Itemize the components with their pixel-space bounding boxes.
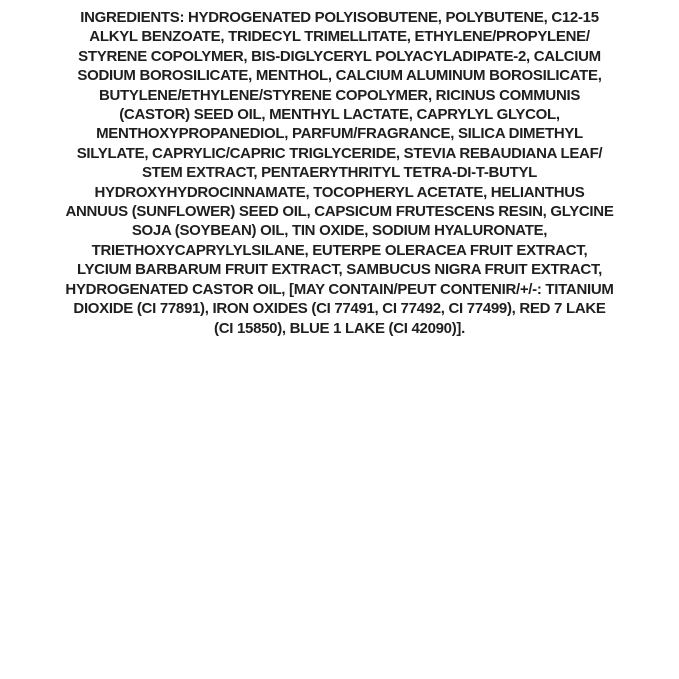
ingredients-line-5: BUTYLENE/ETHYLENE/STYRENE COPOLYMER, RICINUS COMMUNIS: [98, 86, 581, 104]
ingredients-line-3: STYRENE COPOLYMER, BIS-DIGLYCERYL POLYACYLADIPATE-2, CALCIUM: [78, 47, 601, 65]
ingredients-line-7: MENTHOXYPROPANEDIOL, PARFUM/FRAGRANCE, SILICA DIMETHYL: [96, 125, 583, 143]
ingredients-line-15: HYDROGENATED CASTOR OIL, [MAY CONTAIN/PEUT CONTENIR/+/-: TITANIUM: [65, 280, 614, 298]
ingredients-line-4: SODIUM BOROSILICATE, MENTHOL, CALCIUM ALUMINUM BOROSILICATE,: [77, 67, 602, 85]
ingredients-line-11: ANNUUS (SUNFLOWER) SEED OIL, CAPSICUM FRUTESCENS RESIN, GLYCINE: [65, 203, 614, 221]
ingredients-line-10: HYDROXYHYDROCINNAMATE, TOCOPHERYL ACETATE, HELIANTHUS: [94, 183, 585, 201]
ingredients-line-12: SOJA (SOYBEAN) OIL, TIN OXIDE, SODIUM HYALURONATE,: [131, 222, 548, 240]
ingredients-line-1: INGREDIENTS: HYDROGENATED POLYISOBUTENE, POLYBUTENE, C12-15: [80, 9, 599, 26]
ingredients-line-17: (CI 15850), BLUE 1 LAKE (CI 42090)].: [214, 319, 465, 337]
ingredients-line-6: (CASTOR) SEED OIL, MENTHYL LACTATE, CAPRYLYL GLYCOL,: [119, 106, 560, 124]
ingredients-line-14: LYCIUM BARBARUM FRUIT EXTRACT, SAMBUCUS NIGRA FRUIT EXTRACT,: [76, 261, 603, 279]
ingredients-line-2: ALKYL BENZOATE, TRIDECYL TRIMELLITATE, ETHYLENE/PROPYLENE/: [89, 28, 590, 46]
ingredients-line-13: TRIETHOXYCAPRYLYLSILANE, EUTERPE OLERACEA FRUIT EXTRACT,: [91, 241, 588, 259]
ingredients-line-16: DIOXIDE (CI 77891), IRON OXIDES (CI 77491, CI 77492, CI 77499), RED 7 LAKE: [73, 300, 606, 318]
ingredients-line-8: SILYLATE, CAPRYLIC/CAPRIC TRIGLYCERIDE, STEVIA REBAUDIANA LEAF/: [76, 144, 603, 162]
ingredients-text-block: [0, 8, 679, 338]
ingredients-line-9: STEM EXTRACT, PENTAERYTHRITYL TETRA-DI-T-BUTYL: [141, 164, 538, 182]
